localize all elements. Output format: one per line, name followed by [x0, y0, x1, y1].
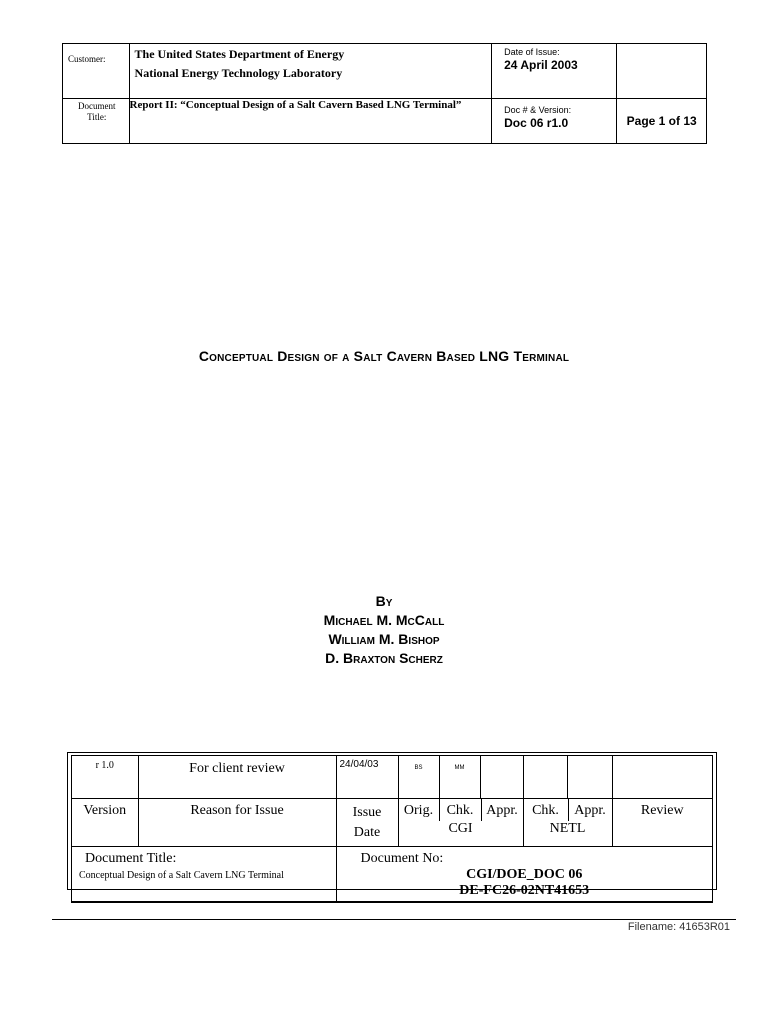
docnum-label: Doc # & Version: [504, 105, 572, 115]
revision-table [72, 756, 712, 902]
doctitle-value: Report II: “Conceptual Design of a Salt Cavern Based LNG Terminal” [129, 99, 492, 144]
revision-table-frame [67, 752, 717, 898]
date-label: Date of Issue: [504, 47, 560, 57]
header-date: Date [353, 825, 381, 840]
doctitle-label-cell [63, 99, 130, 144]
header-version: Version [72, 799, 138, 847]
revision-netl-chk [523, 756, 567, 799]
header-issue: Issue [352, 805, 382, 820]
header-review: Review [612, 799, 712, 847]
header-cgi: CGI [448, 821, 473, 836]
doc-no-label: Document No: [360, 851, 444, 866]
doc-no-2: DE-FC26-02NT41653 [459, 883, 590, 898]
doc-title-value: Conceptual Design of a Salt Cavern LNG Terminal [79, 870, 284, 881]
docnum-value: Doc 06 r1.0 [504, 116, 569, 130]
revision-version: r 1.0 [72, 756, 138, 799]
header-appr: Appr. [486, 803, 518, 818]
header-netl-appr: Appr. [574, 803, 606, 818]
revision-appr [480, 756, 523, 799]
header-netl-chk: Chk. [524, 799, 569, 821]
revision-netl-appr [567, 756, 612, 799]
header-reason: Reason for Issue [138, 799, 336, 847]
author-name: D. Braxton Scherz [325, 650, 443, 666]
document-title: Conceptual Design of a Salt Cavern Based LNG Terminal [198, 348, 570, 364]
doc-no-1: CGI/DOE_DOC 06 [466, 867, 583, 882]
header-netl: NETL [549, 821, 586, 836]
docnum-cell [492, 99, 617, 144]
customer-line-2: National Energy Technology Laboratory [134, 66, 343, 80]
revision-reason: For client review [138, 756, 336, 799]
empty-cell [617, 44, 707, 99]
customer-label: Customer: [63, 44, 130, 99]
doc-title-label: Document Title: [85, 851, 177, 866]
revision-chk: MM [439, 756, 480, 799]
date-cell [492, 44, 617, 99]
page-number: Page 1 of 13 [617, 99, 707, 144]
doc-no-cell [336, 847, 712, 902]
customer-line-1: The United States Department of Energy [134, 47, 345, 61]
netl-group [523, 799, 612, 847]
author-name: William M. Bishop [328, 631, 440, 647]
footer-filename: Filename: 41653R01 [627, 921, 730, 933]
header-orig: Orig. [399, 799, 440, 821]
doc-title-cell [72, 847, 336, 902]
date-value: 24 April 2003 [504, 58, 578, 72]
header-issue-date [336, 799, 398, 847]
doctitle-label-1: Document [78, 101, 116, 111]
revision-orig: BS [398, 756, 439, 799]
document-header-table [62, 43, 707, 144]
by-label: By [375, 593, 393, 609]
header-chk: Chk. [440, 799, 482, 821]
footer-divider [52, 919, 736, 920]
revision-review [612, 756, 712, 799]
authors-block [0, 592, 768, 668]
customer-cell [129, 44, 492, 99]
author-name: Michael M. McCall [323, 612, 445, 628]
cgi-group [398, 799, 523, 847]
revision-issue-date: 24/04/03 [336, 756, 398, 799]
doctitle-label-2: Title: [87, 112, 107, 122]
